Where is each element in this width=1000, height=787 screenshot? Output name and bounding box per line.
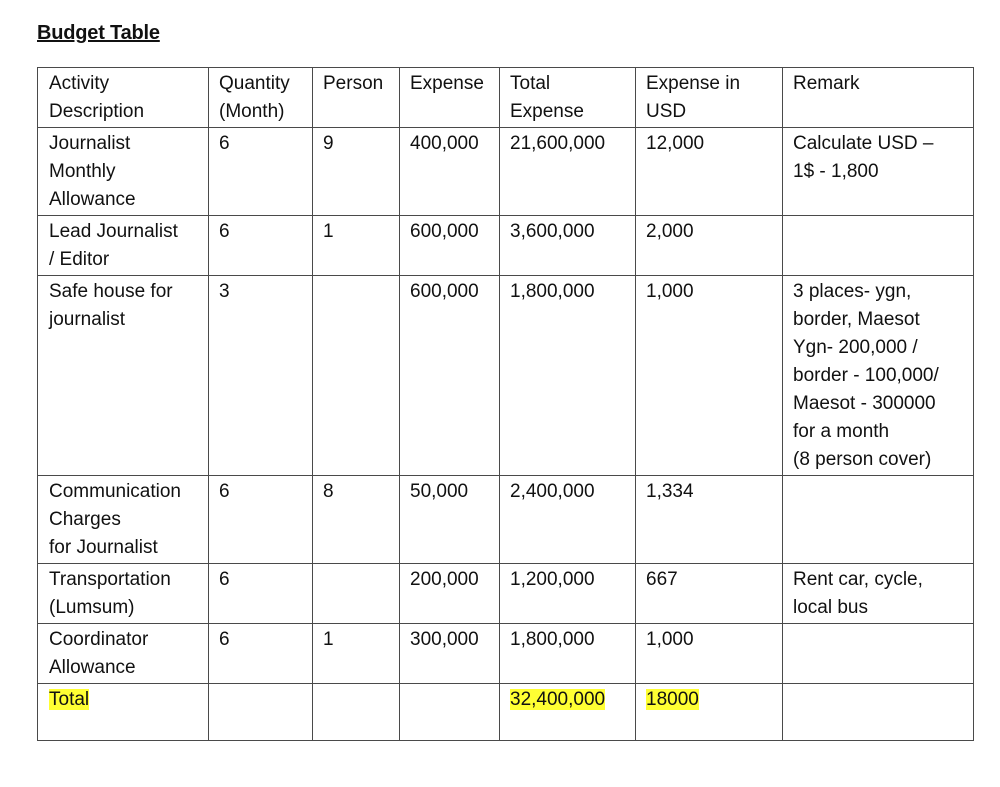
cell-person — [313, 564, 400, 624]
table-row — [38, 624, 974, 684]
cell-quantity: 6 — [209, 216, 313, 276]
table-row — [38, 128, 974, 216]
table-row — [38, 276, 974, 476]
cell-activity: Lead Journalist / Editor — [38, 216, 209, 276]
total-row — [38, 684, 974, 741]
cell-person: 8 — [313, 476, 400, 564]
cell-total: 1,800,000 — [500, 276, 636, 476]
table-row — [38, 476, 974, 564]
cell-usd: 667 — [636, 564, 783, 624]
cell-activity: Safe house for journalist — [38, 276, 209, 476]
cell-expense: 50,000 — [400, 476, 500, 564]
header-person: Person — [313, 68, 400, 128]
cell-remark — [783, 624, 974, 684]
cell-total: 3,600,000 — [500, 216, 636, 276]
cell-expense: 600,000 — [400, 276, 500, 476]
cell-quantity: 6 — [209, 128, 313, 216]
cell-expense: 200,000 — [400, 564, 500, 624]
cell-expense: 600,000 — [400, 216, 500, 276]
cell-quantity: 6 — [209, 564, 313, 624]
cell-person: 9 — [313, 128, 400, 216]
cell-activity: Journalist Monthly Allowance — [38, 128, 209, 216]
header-remark: Remark — [783, 68, 974, 128]
total-usd-cell — [636, 684, 783, 741]
cell-usd: 2,000 — [636, 216, 783, 276]
cell-usd: 12,000 — [636, 128, 783, 216]
total-label-cell — [38, 684, 209, 741]
header-total-expense: Total Expense — [500, 68, 636, 128]
cell-person — [313, 276, 400, 476]
cell-empty — [783, 684, 974, 741]
cell-remark: Calculate USD – 1$ - 1,800 — [783, 128, 974, 216]
table-row — [38, 564, 974, 624]
cell-person: 1 — [313, 624, 400, 684]
cell-activity: Transportation (Lumsum) — [38, 564, 209, 624]
header-expense: Expense — [400, 68, 500, 128]
cell-empty — [313, 684, 400, 741]
cell-quantity: 6 — [209, 624, 313, 684]
cell-usd: 1,000 — [636, 276, 783, 476]
cell-remark: 3 places- ygn, border, Maesot Ygn- 200,000 / border - 100,000/ Maesot - 300000 for a month (8 person cover) — [783, 276, 974, 476]
cell-total: 1,800,000 — [500, 624, 636, 684]
cell-total: 2,400,000 — [500, 476, 636, 564]
total-usd: 18000 — [646, 689, 699, 710]
table-header-row — [38, 68, 974, 128]
cell-quantity: 6 — [209, 476, 313, 564]
page-title: Budget Table — [37, 22, 160, 44]
cell-total: 1,200,000 — [500, 564, 636, 624]
total-amount: 32,400,000 — [510, 689, 606, 710]
table-row — [38, 216, 974, 276]
cell-remark: Rent car, cycle, local bus — [783, 564, 974, 624]
header-expense-usd: Expense in USD — [636, 68, 783, 128]
cell-quantity: 3 — [209, 276, 313, 476]
cell-usd: 1,000 — [636, 624, 783, 684]
cell-expense: 300,000 — [400, 624, 500, 684]
header-activity: Activity Description — [38, 68, 209, 128]
header-quantity: Quantity (Month) — [209, 68, 313, 128]
cell-empty — [400, 684, 500, 741]
cell-remark — [783, 476, 974, 564]
cell-expense: 400,000 — [400, 128, 500, 216]
total-amount-cell — [500, 684, 636, 741]
cell-activity: Coordinator Allowance — [38, 624, 209, 684]
cell-usd: 1,334 — [636, 476, 783, 564]
budget-table — [37, 67, 974, 741]
cell-total: 21,600,000 — [500, 128, 636, 216]
cell-person: 1 — [313, 216, 400, 276]
cell-remark — [783, 216, 974, 276]
total-label: Total — [49, 689, 90, 710]
cell-empty — [209, 684, 313, 741]
cell-activity: Communication Charges for Journalist — [38, 476, 209, 564]
